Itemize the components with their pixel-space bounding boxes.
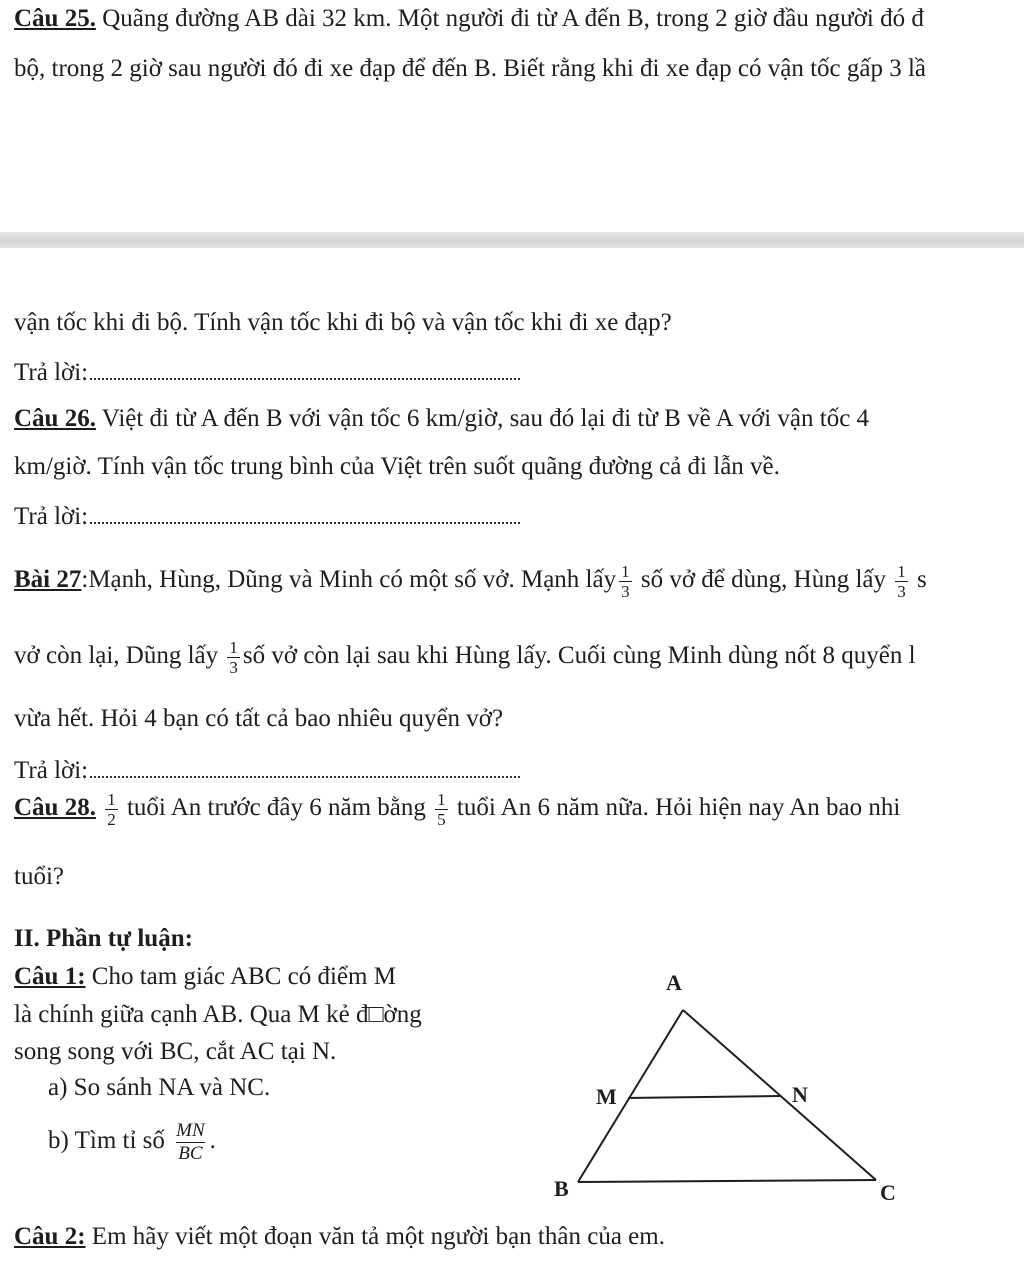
q27-line-1: Bài 27:Mạnh, Hùng, Dũng và Minh có một số vở. Mạnh lấy $\frac{1}{3}$ số vở để dùng, Hùng lấy $\frac{1}{3}$ s (14, 562, 927, 601)
q28-label: Câu 28. (14, 794, 96, 822)
vertex-label-c: C (880, 1180, 896, 1205)
vertex-label-a: A (666, 970, 682, 995)
fraction-one-third: $\frac{1}{3}$ (897, 562, 906, 601)
q25-line-3: vận tốc khi đi bộ. Tính vận tốc khi đi bộ và vận tốc khi đi xe đạp? (14, 309, 672, 336)
q27-label: Bài 27 (14, 566, 82, 594)
q26-line-1: Câu 26. Việt đi từ A đến B với vận tốc 6 km/giờ, sau đó lại đi từ B về A với vận tốc 4 (14, 405, 870, 432)
q27-answer-line: Trả lời: (14, 756, 520, 786)
answer-dotted-blank (90, 770, 520, 778)
q27-line-2: vở còn lại, Dũng lấy $\frac{1}{3}$ số vở còn lại sau khi Hùng lấy. Cuối cùng Minh dùng nốt 8 quyển l (14, 638, 916, 677)
q25-line-1: Câu 25. Quãng đường AB dài 32 km. Một người đi từ A đến B, trong 2 giờ đầu người đó đ (14, 5, 924, 32)
q28-line-2: tuổi? (14, 863, 64, 890)
q25-label: Câu 25. (14, 5, 96, 32)
answer-dotted-blank (90, 372, 520, 380)
side-bc (578, 1180, 876, 1182)
q25-answer-line: Trả lời: (14, 358, 520, 388)
side-ab (578, 1010, 683, 1182)
c1-line-1: Câu 1: Cho tam giác ABC có điểm M (14, 963, 396, 990)
vertex-label-n: N (792, 1082, 808, 1107)
c2-line: Câu 2: Em hãy viết một đoạn văn tả một người bạn thân của em. (14, 1223, 665, 1250)
c1-label: Câu 1: (14, 963, 86, 990)
fraction-mn-over-bc: $\frac{MN}{BC}$ (176, 1120, 205, 1164)
fraction-one-half: $\frac{1}{2}$ (107, 790, 116, 829)
c1-part-b: b) Tìm tỉ số $\frac{MN}{BC}$ . (48, 1120, 216, 1164)
q28-line-1: Câu 28. $\frac{1}{2}$ tuổi An trước đây 6 năm bằng $\frac{1}{5}$ tuổi An 6 năm nữa. Hỏi hiện nay An bao nhi (14, 790, 901, 829)
q25-line-2: bộ, trong 2 giờ sau người đó đi xe đạp để đến B. Biết rằng khi đi xe đạp có vận tốc gấp 3 lầ (14, 55, 927, 82)
c2-label: Câu 2: (14, 1223, 86, 1250)
c1-part-a: a) So sánh NA và NC. (48, 1074, 271, 1101)
fraction-one-fifth: $\frac{1}{5}$ (437, 790, 446, 829)
q26-line-2: km/giờ. Tính vận tốc trung bình của Việt trên suốt quãng đường cả đi lẫn về. (14, 453, 780, 480)
side-ac (683, 1010, 876, 1180)
c1-line-2: là chính giữa cạnh AB. Qua M kẻ đ□ờng (14, 1001, 422, 1028)
answer-dotted-blank (90, 516, 520, 524)
segment-mn (628, 1096, 780, 1098)
page-gap-divider (0, 232, 1024, 248)
triangle-figure (540, 960, 920, 1210)
fraction-one-third: $\frac{1}{3}$ (229, 638, 238, 677)
vertex-label-m: M (596, 1084, 617, 1109)
fraction-one-third: $\frac{1}{3}$ (621, 562, 630, 601)
c1-line-3: song song với BC, cắt AC tại N. (14, 1038, 337, 1065)
q27-line-3: vừa hết. Hỏi 4 bạn có tất cả bao nhiêu quyển vở? (14, 705, 504, 732)
section-title: II. Phần tự luận: (14, 925, 193, 952)
q26-answer-line: Trả lời: (14, 502, 520, 532)
vertex-label-b: B (554, 1176, 569, 1201)
q26-label: Câu 26. (14, 405, 96, 432)
